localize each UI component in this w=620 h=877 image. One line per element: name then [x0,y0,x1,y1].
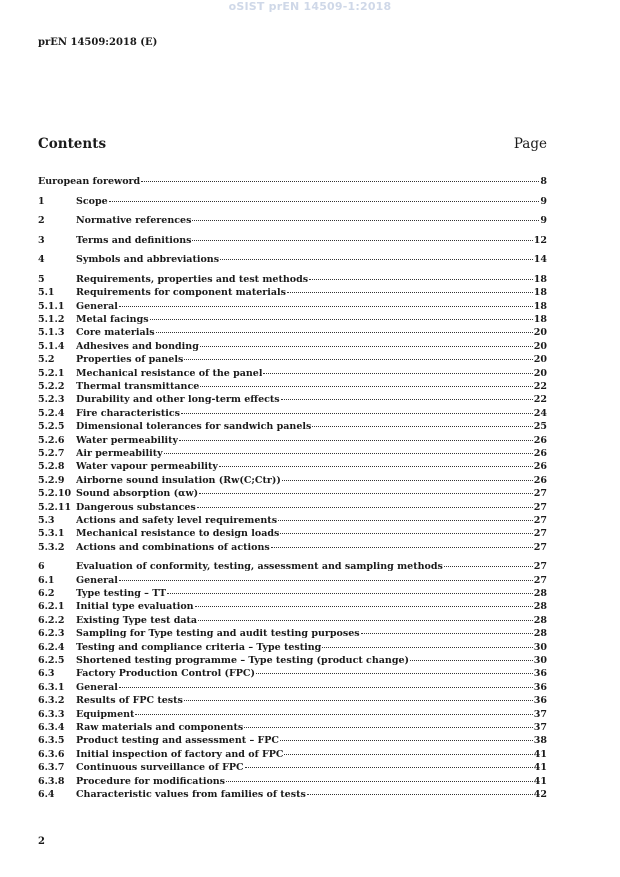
toc-entry-number: 5.2.10 [38,488,72,500]
toc-entry-page: 36 [533,668,547,680]
toc-dot-leader [119,687,533,688]
toc-dot-leader [281,399,533,400]
toc-entry-page: 42 [533,788,547,800]
toc-entry-page: 41 [533,775,547,787]
toc-entry-page: 28 [533,588,547,600]
toc-entry-page: 41 [533,748,547,760]
toc-dot-leader [135,714,532,715]
toc-entry-number: 6.3.6 [38,748,65,760]
toc-entry-page: 27 [533,528,547,540]
toc-entry[interactable] [38,654,547,667]
toc-entry-page: 18 [533,300,547,312]
toc-entry[interactable] [38,234,547,247]
toc-entry-number: 5.2 [38,354,55,366]
toc-entry[interactable] [38,353,547,366]
toc-entry-number: 5.3.1 [38,528,65,540]
toc-dot-leader [256,673,533,674]
toc-entry-title: Characteristic values from families of tests [76,788,306,800]
toc-dot-leader [219,466,533,467]
toc-dot-leader [184,700,533,701]
toc-entry-page: 18 [533,273,547,285]
toc-entry-page: 37 [533,708,547,720]
toc-dot-leader [244,727,533,728]
toc-entry-number: 6.3.3 [38,708,65,720]
toc-entry-number: 6.3.5 [38,735,65,747]
toc-entry-number: 5.2.5 [38,421,65,433]
toc-dot-leader [280,740,533,741]
toc-entry-page: 27 [533,541,547,553]
toc-entry-page: 28 [533,614,547,626]
toc-entry[interactable] [38,641,547,654]
toc-entry-title: Actions and safety level requirements [76,514,278,526]
toc-entry[interactable] [38,600,547,613]
toc-entry-title: Factory Production Control (FPC) [76,668,255,680]
toc-dot-leader [192,220,539,221]
toc-entry-number: 6.2.3 [38,628,65,640]
toc-entry-number: 5.3 [38,514,55,526]
toc-entry-number: 6.3 [38,668,55,680]
toc-entry[interactable] [38,734,547,747]
toc-dot-leader [282,480,533,481]
toc-entry-number: 5.2.7 [38,447,65,459]
toc-entry-number: 5.1 [38,287,55,299]
toc-entry-title: Symbols and abbreviations [76,254,220,266]
toc-entry-page: 27 [533,574,547,586]
toc-entry-title: Initial type evaluation [76,601,194,613]
toc-entry-page: 8 [540,176,547,187]
toc-entry-title: Thermal transmittance [76,381,200,393]
toc-dot-leader [220,259,533,260]
toc-entry-title: Product testing and assessment – FPC [76,735,279,747]
toc-dot-leader [181,413,533,414]
toc-entry-title: General [76,300,118,312]
toc-entry[interactable] [38,286,547,299]
toc-entry-number: 6.4 [38,788,55,800]
toc-entry[interactable] [38,175,547,188]
toc-entry-title: Procedure for modifications [76,775,226,787]
toc-dot-leader [307,794,533,795]
toc-entry[interactable] [38,487,547,500]
page-number: 2 [38,836,45,847]
toc-entry-number: 6.3.7 [38,762,65,774]
toc-entry-number: 6.3.8 [38,775,65,787]
toc-entry-number: 6.3.2 [38,695,65,707]
toc-entry-number: 6.2.2 [38,614,65,626]
toc-entry-title: Water vapour permeability [76,461,218,473]
toc-entry-page: 38 [533,735,547,747]
toc-entry-page: 20 [533,367,547,379]
toc-dot-leader [278,520,533,521]
toc-dot-leader [312,426,532,427]
toc-entry[interactable] [38,748,547,761]
toc-entry-page: 36 [533,695,547,707]
toc-entry[interactable] [38,460,547,473]
toc-entry[interactable] [38,514,547,527]
toc-entry-page: 28 [533,628,547,640]
toc-entry-title: Metal facings [76,314,149,326]
toc-entry-number: 5.3.2 [38,541,65,553]
toc-entry-page: 37 [533,721,547,733]
toc-entry[interactable] [38,313,547,326]
toc-entry-page: 26 [533,461,547,473]
table-of-contents [38,175,547,801]
toc-entry-page: 26 [533,434,547,446]
toc-entry-number: 6.2.5 [38,655,65,667]
toc-dot-leader [287,292,533,293]
toc-entry-page: 20 [533,354,547,366]
toc-entry-page: 20 [533,327,547,339]
toc-dot-leader [226,781,533,782]
toc-entry-page: 28 [533,601,547,613]
toc-entry-page: 27 [533,488,547,500]
toc-dot-leader [361,633,533,634]
toc-entry-page: 26 [533,474,547,486]
toc-entry-number: 5.2.2 [38,381,65,393]
toc-entry-page: 22 [533,381,547,393]
toc-dot-leader [280,533,532,534]
toc-entry[interactable] [38,195,547,208]
toc-entry-number: 5.2.1 [38,367,65,379]
toc-entry-page: 27 [533,561,547,573]
toc-entry[interactable] [38,420,547,433]
toc-dot-leader [119,580,533,581]
toc-entry[interactable] [38,694,547,707]
toc-entry-title: Shortened testing programme – Type testing (product change) [76,655,409,667]
toc-entry-title: Scope [76,195,108,207]
toc-dot-leader [309,279,533,280]
toc-entry-number: 6.1 [38,574,55,586]
toc-entry-number: 6.2.1 [38,601,65,613]
toc-entry-title: Sound absorption (αw) [76,488,199,500]
toc-entry-title: General [76,681,118,693]
toc-entry-number: 5.1.1 [38,300,65,312]
toc-entry-number: 5.2.11 [38,501,72,513]
toc-dot-leader [245,767,533,768]
toc-entry-title: Air permeability [76,447,163,459]
toc-entry[interactable] [38,541,547,554]
toc-entry[interactable] [38,214,547,227]
toc-entry-number: 6.3.4 [38,721,65,733]
toc-entry-page: 36 [533,681,547,693]
toc-entry-number: 5.1.3 [38,327,65,339]
watermark: oSIST prEN 14509-1:2018 [228,0,392,13]
toc-dot-leader [167,593,533,594]
toc-entry-number: 5.2.9 [38,474,65,486]
toc-dot-leader [184,359,532,360]
toc-entry[interactable] [38,340,547,353]
toc-entry-page: 30 [533,655,547,667]
toc-entry-number: 5.2.6 [38,434,65,446]
toc-entry-page: 9 [540,195,547,207]
toc-dot-leader [156,332,533,333]
toc-entry[interactable] [38,273,547,286]
toc-dot-leader [322,647,532,648]
toc-entry[interactable] [38,681,547,694]
toc-dot-leader [200,386,532,387]
toc-dot-leader [119,306,533,307]
toc-dot-leader [263,373,532,374]
contents-heading: Contents [38,136,107,152]
toc-entry-title: Requirements for component materials [76,287,287,299]
toc-entry[interactable] [38,775,547,788]
toc-entry-title: Requirements, properties and test methods [76,273,309,285]
toc-entry-number: 6.2 [38,588,55,600]
page-column-heading: Page [513,136,547,152]
toc-entry-number: 5.1.4 [38,340,65,352]
toc-entry-title: Water permeability [76,434,179,446]
toc-entry-page: 27 [533,514,547,526]
toc-entry-title: Adhesives and bonding [76,340,199,352]
toc-entry-title: Properties of panels [76,354,184,366]
toc-dot-leader [444,566,533,567]
toc-dot-leader [284,754,532,755]
toc-entry-page: 41 [533,762,547,774]
toc-entry[interactable] [38,407,547,420]
toc-entry-page: 18 [533,314,547,326]
toc-dot-leader [179,440,533,441]
toc-entry-title: Dangerous substances [76,501,196,513]
toc-entry[interactable] [38,627,547,640]
toc-entry[interactable] [38,788,547,801]
toc-entry-number: 6.3.1 [38,681,65,693]
toc-entry[interactable] [38,501,547,514]
toc-entry-title: Fire characteristics [76,407,181,419]
toc-entry-number: 5.2.3 [38,394,65,406]
toc-entry-number: 1 [38,195,45,207]
toc-entry-page: 20 [533,340,547,352]
toc-entry-page: 22 [533,394,547,406]
toc-dot-leader [150,319,533,320]
toc-dot-leader [200,346,533,347]
toc-entry[interactable] [38,393,547,406]
toc-entry-page: 25 [533,421,547,433]
toc-entry[interactable] [38,667,547,680]
toc-entry[interactable] [38,300,547,313]
toc-entry[interactable] [38,614,547,627]
toc-entry-number: 5.2.8 [38,461,65,473]
toc-entry-page: 26 [533,447,547,459]
toc-entry-title: Sampling for Type testing and audit testing purposes [76,628,360,640]
toc-entry-page: 9 [540,215,547,227]
toc-dot-leader [410,660,533,661]
toc-entry[interactable] [38,761,547,774]
toc-entry[interactable] [38,721,547,734]
toc-entry-number: 5.1.2 [38,314,65,326]
toc-entry[interactable] [38,474,547,487]
toc-entry-page: 24 [533,407,547,419]
toc-entry-title: Existing Type test data [76,614,198,626]
document-id: prEN 14509:2018 (E) [38,37,158,48]
toc-entry-title: Core materials [76,327,155,339]
toc-entry-number: 2 [38,215,45,227]
toc-entry[interactable] [38,560,547,573]
toc-entry[interactable] [38,574,547,587]
toc-dot-leader [109,201,540,202]
toc-entry-number: 3 [38,234,45,246]
toc-entry-title: European foreword [38,176,141,187]
toc-entry-number: 6.2.4 [38,641,65,653]
toc-entry-title: Results of FPC tests [76,695,183,707]
toc-entry-title: Type testing – TT [76,588,167,600]
toc-dot-leader [141,181,539,182]
toc-entry-title: Dimensional tolerances for sandwich panels [76,421,312,433]
toc-entry-title: Equipment [76,708,135,720]
toc-entry-title: Continuous surveillance of FPC [76,762,244,774]
toc-entry-title: Terms and definitions [76,234,192,246]
toc-entry[interactable] [38,367,547,380]
toc-entry[interactable] [38,253,547,266]
toc-entry-title: Initial inspection of factory and of FPC [76,748,284,760]
toc-entry[interactable] [38,380,547,393]
toc-entry-title: Normative references [76,215,192,227]
toc-entry-page: 30 [533,641,547,653]
toc-entry[interactable] [38,434,547,447]
toc-entry-title: Mechanical resistance to design loads [76,528,280,540]
toc-entry-page: 12 [533,234,547,246]
toc-entry-number: 6 [38,561,45,573]
toc-entry-page: 18 [533,287,547,299]
toc-entry-title: Actions and combinations of actions [76,541,270,553]
toc-dot-leader [199,493,533,494]
toc-entry-title: Durability and other long-term effects [76,394,280,406]
toc-entry-title: Raw materials and components [76,721,244,733]
toc-entry-title: Testing and compliance criteria – Type testing [76,641,322,653]
toc-dot-leader [197,507,533,508]
toc-entry[interactable] [38,527,547,540]
toc-entry-number: 5.2.4 [38,407,65,419]
toc-dot-leader [198,620,533,621]
toc-dot-leader [192,240,532,241]
toc-dot-leader [164,453,533,454]
toc-entry-page: 14 [533,254,547,266]
toc-entry-number: 5 [38,273,45,285]
toc-entry-page: 27 [533,501,547,513]
toc-entry[interactable] [38,447,547,460]
toc-entry-title: Airborne sound insulation (Rw(C;Ctr)) [76,474,281,486]
toc-dot-leader [195,606,533,607]
toc-entry-title: General [76,574,118,586]
toc-dot-leader [271,547,533,548]
toc-entry-title: Evaluation of conformity, testing, assessment and sampling methods [76,561,443,573]
toc-entry[interactable] [38,587,547,600]
toc-entry[interactable] [38,326,547,339]
toc-entry-title: Mechanical resistance of the panel [76,367,263,379]
toc-entry[interactable] [38,708,547,721]
toc-entry-number: 4 [38,254,45,266]
